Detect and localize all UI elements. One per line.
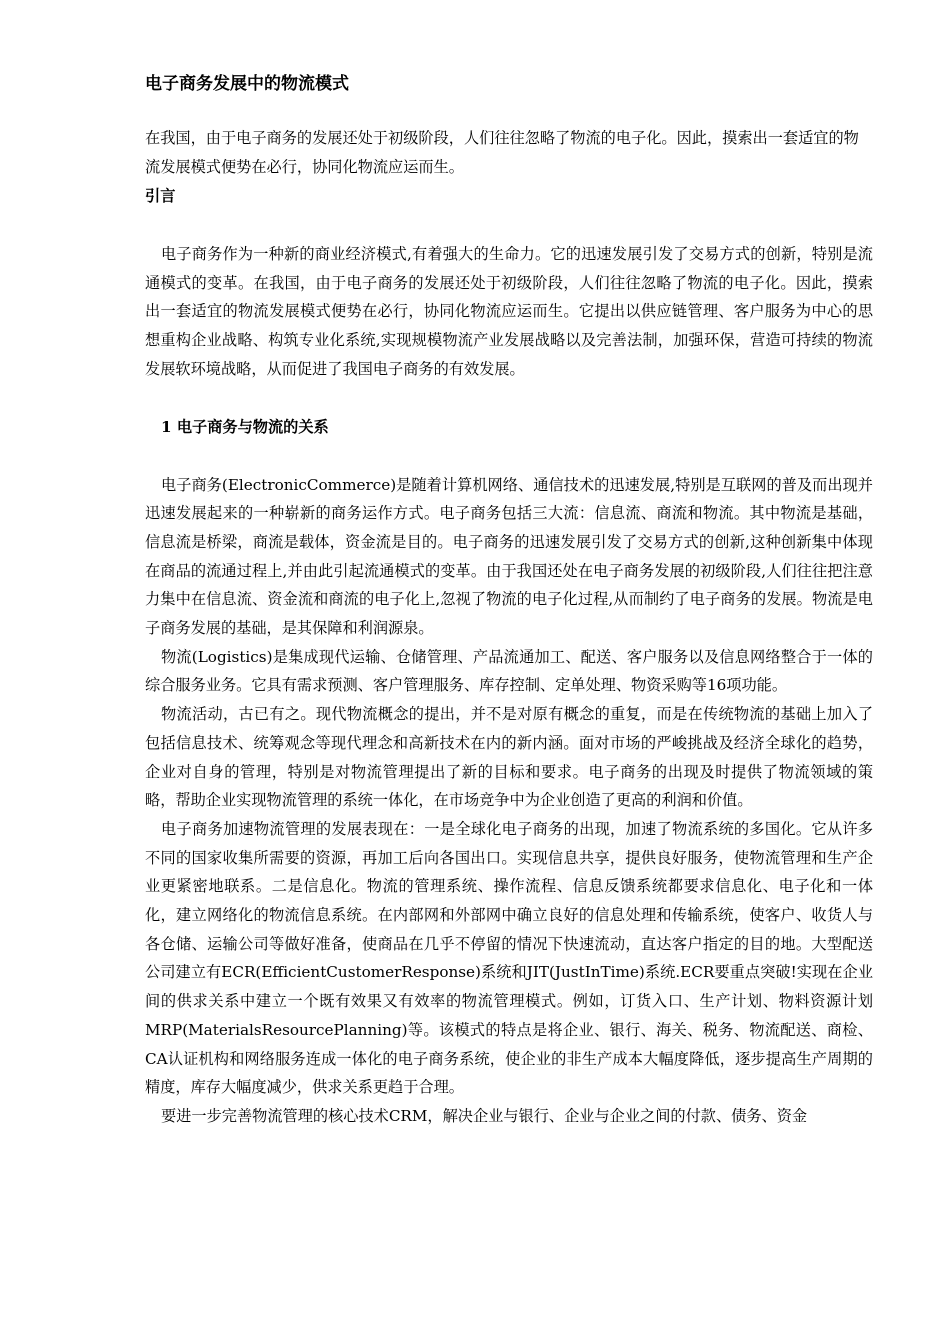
- abstract-paragraph: 在我国，由于电子商务的发展还处于初级阶段，人们往往忽略了物流的电子化。因此，摸索出一套适宜的物流发展模式便势在必行，协同化物流应运而生。: [145, 129, 859, 176]
- body-paragraph: 物流活动，古已有之。现代物流概念的提出，并不是对原有概念的重复，而是在传统物流的基础上加入了包括信息技术、统筹观念等现代理念和高新技术在内的新内涵。面对市场的严峻挑战及经济全球化的趋势，企业对自身的管理，特别是对物流管理提出了新的目标和要求。电子商务的出现及时提供了物流领域的策略，帮助企业实现物流管理的系统一体化，在市场竞争中为企业创造了更高的利润和价值。: [145, 705, 873, 810]
- spacer: [145, 211, 873, 240]
- body-paragraph: 电子商务(ElectronicCommerce)是随着计算机网络、通信技术的迅速发展,特别是互联网的普及而出现并迅速发展起来的一种崭新的商务运作方式。电子商务包括三大流：信息流、商流和物流。其中物流是基础，信息流是桥梁，商流是载体，资金流是目的。电子商务的迅速发展引发了交易方式的创新,这种创新集中体现在商品的流通过程上,并由此引起流通模式的变革。由于我国还处在电子商务发展的初级阶段,人们往往把注意力集中在信息流、资金流和商流的电子化上,忽视了物流的电子化过程,从而制约了电子商务的发展。物流是电子商务发展的基础，是其保障和利润源泉。: [145, 475, 873, 638]
- intro-heading: 引言: [145, 187, 176, 205]
- document-title: 电子商务发展中的物流模式: [145, 74, 349, 94]
- body-paragraph: 物流(Logistics)是集成现代运输、仓储管理、产品流通加工、配送、客户服务以及信息网络整合于一体的综合服务业务。它具有需求预测、客户管理服务、库存控制、定单处理、物资采购等16项功能。: [145, 647, 873, 695]
- section-heading: 1 电子商务与物流的关系: [161, 417, 329, 436]
- spacer: [145, 384, 873, 413]
- body-paragraph: 电子商务加速物流管理的发展表现在：一是全球化电子商务的出现，加速了物流系统的多国化。它从许多不同的国家收集所需要的资源，再加工后向各国出口。实现信息共享，提供良好服务，使物流管理和生产企业更紧密地联系。二是信息化。物流的管理系统、操作流程、信息反馈系统都要求信息化、电子化和一体化，建立网络化的物流信息系统。在内部网和外部网中确立良好的信息处理和传输系统，使客户、收货人与各仓储、运输公司等做好准备，使商品在几乎不停留的情况下快速流动，直达客户指定的目的地。大型配送公司建立有ECR(EfficientCustomerResponse)系统和JIT(JustInTime)系统.ECR要重点突破!实现在企业间的供求关系中建立一个既有效果又有效率的物流管理模式。例如，订货入口、生产计划、物料资源计划MRP(MaterialsResourcePlanning)等。该模式的特点是将企业、银行、海关、税务、物流配送、商检、CA认证机构和网络服务连成一体化的电子商务系统，使企业的非生产成本大幅度降低，逐步提高生产周期的精度，库存大幅度减少，供求关系更趋于合理。: [145, 819, 874, 1097]
- document-body: [145, 68, 873, 1131]
- body-paragraph: 要进一步完善物流管理的核心技术CRM，解决企业与银行、企业与企业之间的付款、债务、资金: [161, 1106, 808, 1125]
- intro-paragraph: 电子商务作为一种新的商业经济模式,有着强大的生命力。它的迅速发展引发了交易方式的创新，特别是流通模式的变革。在我国，由于电子商务的发展还处于初级阶段，人们往往忽略了物流的电子化。因此，摸索出一套适宜的物流发展模式便势在必行，协同化物流应运而生。它提出以供应链管理、客户服务为中心的思想重构企业战略、构筑专业化系统,实现规模物流产业发展战略以及完善法制，加强环保，营造可持续的物流发展软环境战略，从而促进了我国电子商务的有效发展。: [145, 245, 873, 378]
- spacer: [145, 442, 873, 471]
